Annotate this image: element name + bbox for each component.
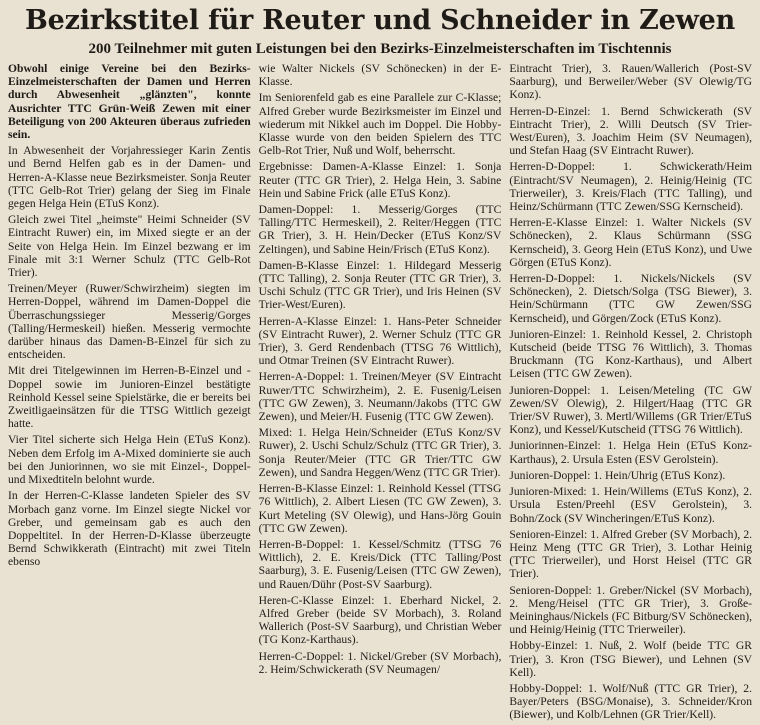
article-columns	[8, 62, 752, 725]
paragraph: Treinen/Meyer (Ruwer/Schwirzheim) siegten im Herren-Doppel, während im Damen-Doppel die Überraschungssieger Messerig/Gorges (Talling/Hermeskeil) hießen. Messerig vermochte darüber hinaus das Damen-B-Einzel für sich zu entscheiden.	[8, 282, 251, 362]
result-entry: Junioren-Einzel: 1. Reinhold Kessel, 2. Christoph Kutscheid (beide TTSG 76 Wittlich), 3. Thomas Bruckmann (TG Konz-Karthaus), und Albert Leisen (TTC GW Zewen).	[509, 327, 753, 381]
paragraph: Mit drei Titelgewinnen im Herren-B-Einzel und -Doppel sowie im Junioren-Einzel bestätigte Reinhold Kessel seine Spielstärke, die er bereits bei Zweitligaeinsätzen für die TTSG Wittlich gezeigt hatte.	[8, 364, 251, 431]
result-entry: Damen-Doppel: 1. Messerig/Gorges (TTC Talling/TTC Hermeskeil), 2. Reiter/Heggen (TTC GR Trier), 3. H. Hein/Decker (ETuS Konz/SV Zeltingen), und Sabine Hein/Frisch (ETuS Konz).	[258, 203, 502, 256]
column-2	[259, 62, 502, 725]
result-entry: Hobby-Einzel: 1. Nuß, 2. Wolf (beide TTC GR Trier), 3. Kron (TSG Biewer), und Lehnen (SV Kell).	[509, 639, 753, 679]
result-entry: Senioren-Einzel: 1. Alfred Greber (SV Morbach), 2. Heinz Meng (TTC GR Trier), 3. Lothar Heinig (TTC Trierweiler), und Horst Heisel (TTC GR Trier).	[509, 527, 753, 581]
result-entry: Herren-E-Klasse Einzel: 1. Walter Nickels (SV Schönecken), 2. Klaus Schürmann (SSG Kernscheid), 3. Georg Hein (ETuS Konz), und Uwe Görgen (ETuS Konz).	[509, 216, 753, 269]
paragraph: Im Seniorenfeld gab es eine Parallele zur C-Klasse; Alfred Greber wurde Bezirksmeister im Einzel und wiederum mit Nikkel auch im Doppel. Die Hobby-Klasse wurde von den beiden Spielern des TTC Gelb-Rot Trier, Nuß und Wolf, beherrscht.	[258, 91, 502, 158]
result-entry: Herren-D-Einzel: 1. Bernd Schwickerath (SV Eintracht Trier), 2. Willi Deutsch (SV Trier-West/Euren), 3. Joachim Heim (SV Neumagen), und Stefan Haag (SV Eintracht Ruwer).	[509, 104, 753, 158]
result-entry: Herren-C-Doppel: 1. Nickel/Greber (SV Morbach), 2. Heim/Schwickerath (SV Neumagen/	[258, 649, 502, 676]
result-entry: Mixed: 1. Helga Hein/Schneider (ETuS Konz/SV Ruwer), 2. Uschi Schulz/Schulz (TTC GR Trier), 3. Sonja Reuter/Meier (TTC GR Trier/TTC GW Zewen), und Sandra Heggen/Wenz (TTC GR Trier).	[258, 426, 502, 479]
paragraph: Gleich zwei Titel „heimste" Heimi Schneider (SV Eintracht Ruwer) ein, im Mixed siegte er an der Seite von Helga Hein. Im Einzel bezwang er im Finale mit 3:1 Werner Schulz (TTC Gelb-Rot Trier).	[8, 213, 251, 280]
result-entry: Eintracht Trier), 3. Rauen/Wallerich (Post-SV Saarburg), und Berweiler/Weber (SV Olewig/TG Konz).	[509, 62, 753, 102]
result-entry: Herren-A-Doppel: 1. Treinen/Meyer (SV Eintracht Ruwer/TTC Schwirzheim), 2. E. Fusenig/Leisen (TTC GW Zewen), 3. Neumann/Jakobs (TTC GW Zewen), und Meier/H. Fusenig (TTC GW Zewen).	[258, 370, 502, 424]
result-entry: Herren-B-Klasse Einzel: 1. Reinhold Kessel (TTSG 76 Wittlich), 2. Albert Liesen (TC GW Zewen), 3. Kurt Meteling (SV Olewig), und Hans-Jörg Gouin (TTC GW Zewen).	[258, 482, 502, 535]
result-entry: Hobby-Doppel: 1. Wolf/Nuß (TTC GR Trier), 2. Bayer/Peters (BSG/Monaise), 3. Schneider/Kron (Biewer), und Kolb/Lehnen (GR Trier/Kell).	[509, 681, 753, 722]
paragraph: In Abwesenheit der Vorjahressieger Karin Zentis und Bernd Helfen gab es in der Damen- und Herren-A-Klasse neue Bezirksmeister. Sonja Reuter (TTC Gelb-Rot Trier) gelang der Sieg im Finale gegen Helga Hein (ETuS Konz).	[8, 144, 251, 211]
column-1	[8, 62, 251, 725]
subheadline: 200 Teilnehmer mit guten Leistungen bei den Bezirks-Einzelmeisterschaften im Tischtennis	[88, 41, 672, 57]
result-entry: Junioren-Doppel: 1. Leisen/Meteling (TC GW Zewen/SV Olewig), 2. Hilgert/Haag (TTC GR Trier/SV Ruwer), 3. Mertl/Willems (GR Trier/ETuS Konz), und Kessel/Kutscheid (TTSG 76 Wittlich).	[509, 383, 753, 437]
headline: Bezirkstitel für Reuter und Schneider in Zewen	[24, 5, 736, 36]
result-entry: Juniorinnen-Einzel: 1. Helga Hein (ETuS Konz-Karthaus), 2. Ursula Esten (ESV Gerolstein).	[509, 439, 753, 466]
paragraph: Vier Titel sicherte sich Helga Hein (ETuS Konz). Neben dem Erfolg im A-Mixed dominierte sie auch bei den Juniorinnen, wo sie mit Einzel-, Doppel- und Mixedtiteln belohnt wurde.	[8, 433, 251, 487]
result-entry: Herren-B-Doppel: 1. Kessel/Schmitz (TTSG 76 Wittlich), 2. E. Kreis/Dick (TTC Talling/Post Saarburg), 3. E. Fusenig/Leisen (TTC GW Zewen), und Rauen/Dühr (Post-SV Saarburg).	[258, 537, 502, 591]
result-entry: Junioren-Doppel: 1. Hein/Uhrig (ETuS Konz).	[509, 468, 726, 482]
result-entry: Heren-C-Klasse Einzel: 1. Eberhard Nickel, 2. Alfred Greber (beide SV Morbach), 3. Roland Wallerich (Post-SV Saarburg), und Christian Weber (TG Konz-Karthaus).	[258, 593, 502, 647]
result-entry: Senioren-Doppel: 1. Greber/Nickel (SV Morbach), 2. Meng/Heisel (TTC GR Trier), 3. Große-Meininghaus/Nickels (FC Bitburg/SV Schönecken), und Heinig/Heinig (TTC Trierweiler).	[509, 583, 753, 637]
intro-paragraph: Obwohl einige Vereine bei den Bezirks-Einzelmeisterschaften der Damen und Herren durch Abwesenheit „glänzten", konnte Ausrichter TTC Grün-Weiß Zewen mit einer Beteiligung von 200 Akteuren überaus zufrieden sein.	[8, 62, 251, 142]
result-entry: Herren-D-Doppel: 1. Nickels/Nickels (SV Schönecken), 2. Dietsch/Solga (TSG Biewer), 3. Hein/Schürmann (TTC GW Zewen/SSG Kernscheid), und Görgen/Zock (ETuS Konz).	[509, 272, 753, 325]
result-entry: Herren-A-Klasse Einzel: 1. Hans-Peter Schneider (SV Eintracht Ruwer), 2. Werner Schulz (TTC GR Trier), 3. Gerd Rendenbach (TTSG 76 Wittlich), und Otmar Treinen (SV Eintracht Ruwer).	[258, 314, 502, 368]
column-3	[509, 62, 752, 725]
result-entry: Damen-B-Klasse Einzel: 1. Hildegard Messerig (TTC Talling), 2. Sonja Reuter (TTC GR Trier), 3. Uschi Schulz (TTC GR Trier), und Iris Heinen (SV Trier-West/Euren).	[258, 258, 502, 312]
result-entry: Herren-D-Doppel: 1. Schwickerath/Heim (Eintracht/SV Neumagen), 2. Heinig/Heinig (TC Trierweiler), 3. Kreis/Flach (TTC Talling), und Heinz/Schürmann (TTC Zewen/SSG Kernscheid).	[509, 160, 753, 214]
result-entry: Junioren-Mixed: 1. Hein/Willems (ETuS Konz), 2. Ursula Esten/Preehl (ESV Gerolstein), 3. Bohn/Zock (SV Wincheringen/ETuS Konz).	[509, 485, 753, 525]
paragraph: wie Walter Nickels (SV Schönecken) in der E-Klasse.	[258, 62, 502, 89]
result-entry: Ergebnisse: Damen-A-Klasse Einzel: 1. Sonja Reuter (TTC GR Trier), 2. Helga Hein, 3. Sabine Hein und Sabine Frick (alle ETuS Konz).	[258, 160, 502, 200]
paragraph: In der Herren-C-Klasse landeten Spieler des SV Morbach ganz vorne. Im Einzel siegte Nickel vor Greber, und gemeinsam gab es auch den Doppeltitel. In der Herren-D-Klasse überzeugte Bernd Schwikkerath (Eintracht) mit zwei Titeln ebenso	[8, 489, 251, 569]
